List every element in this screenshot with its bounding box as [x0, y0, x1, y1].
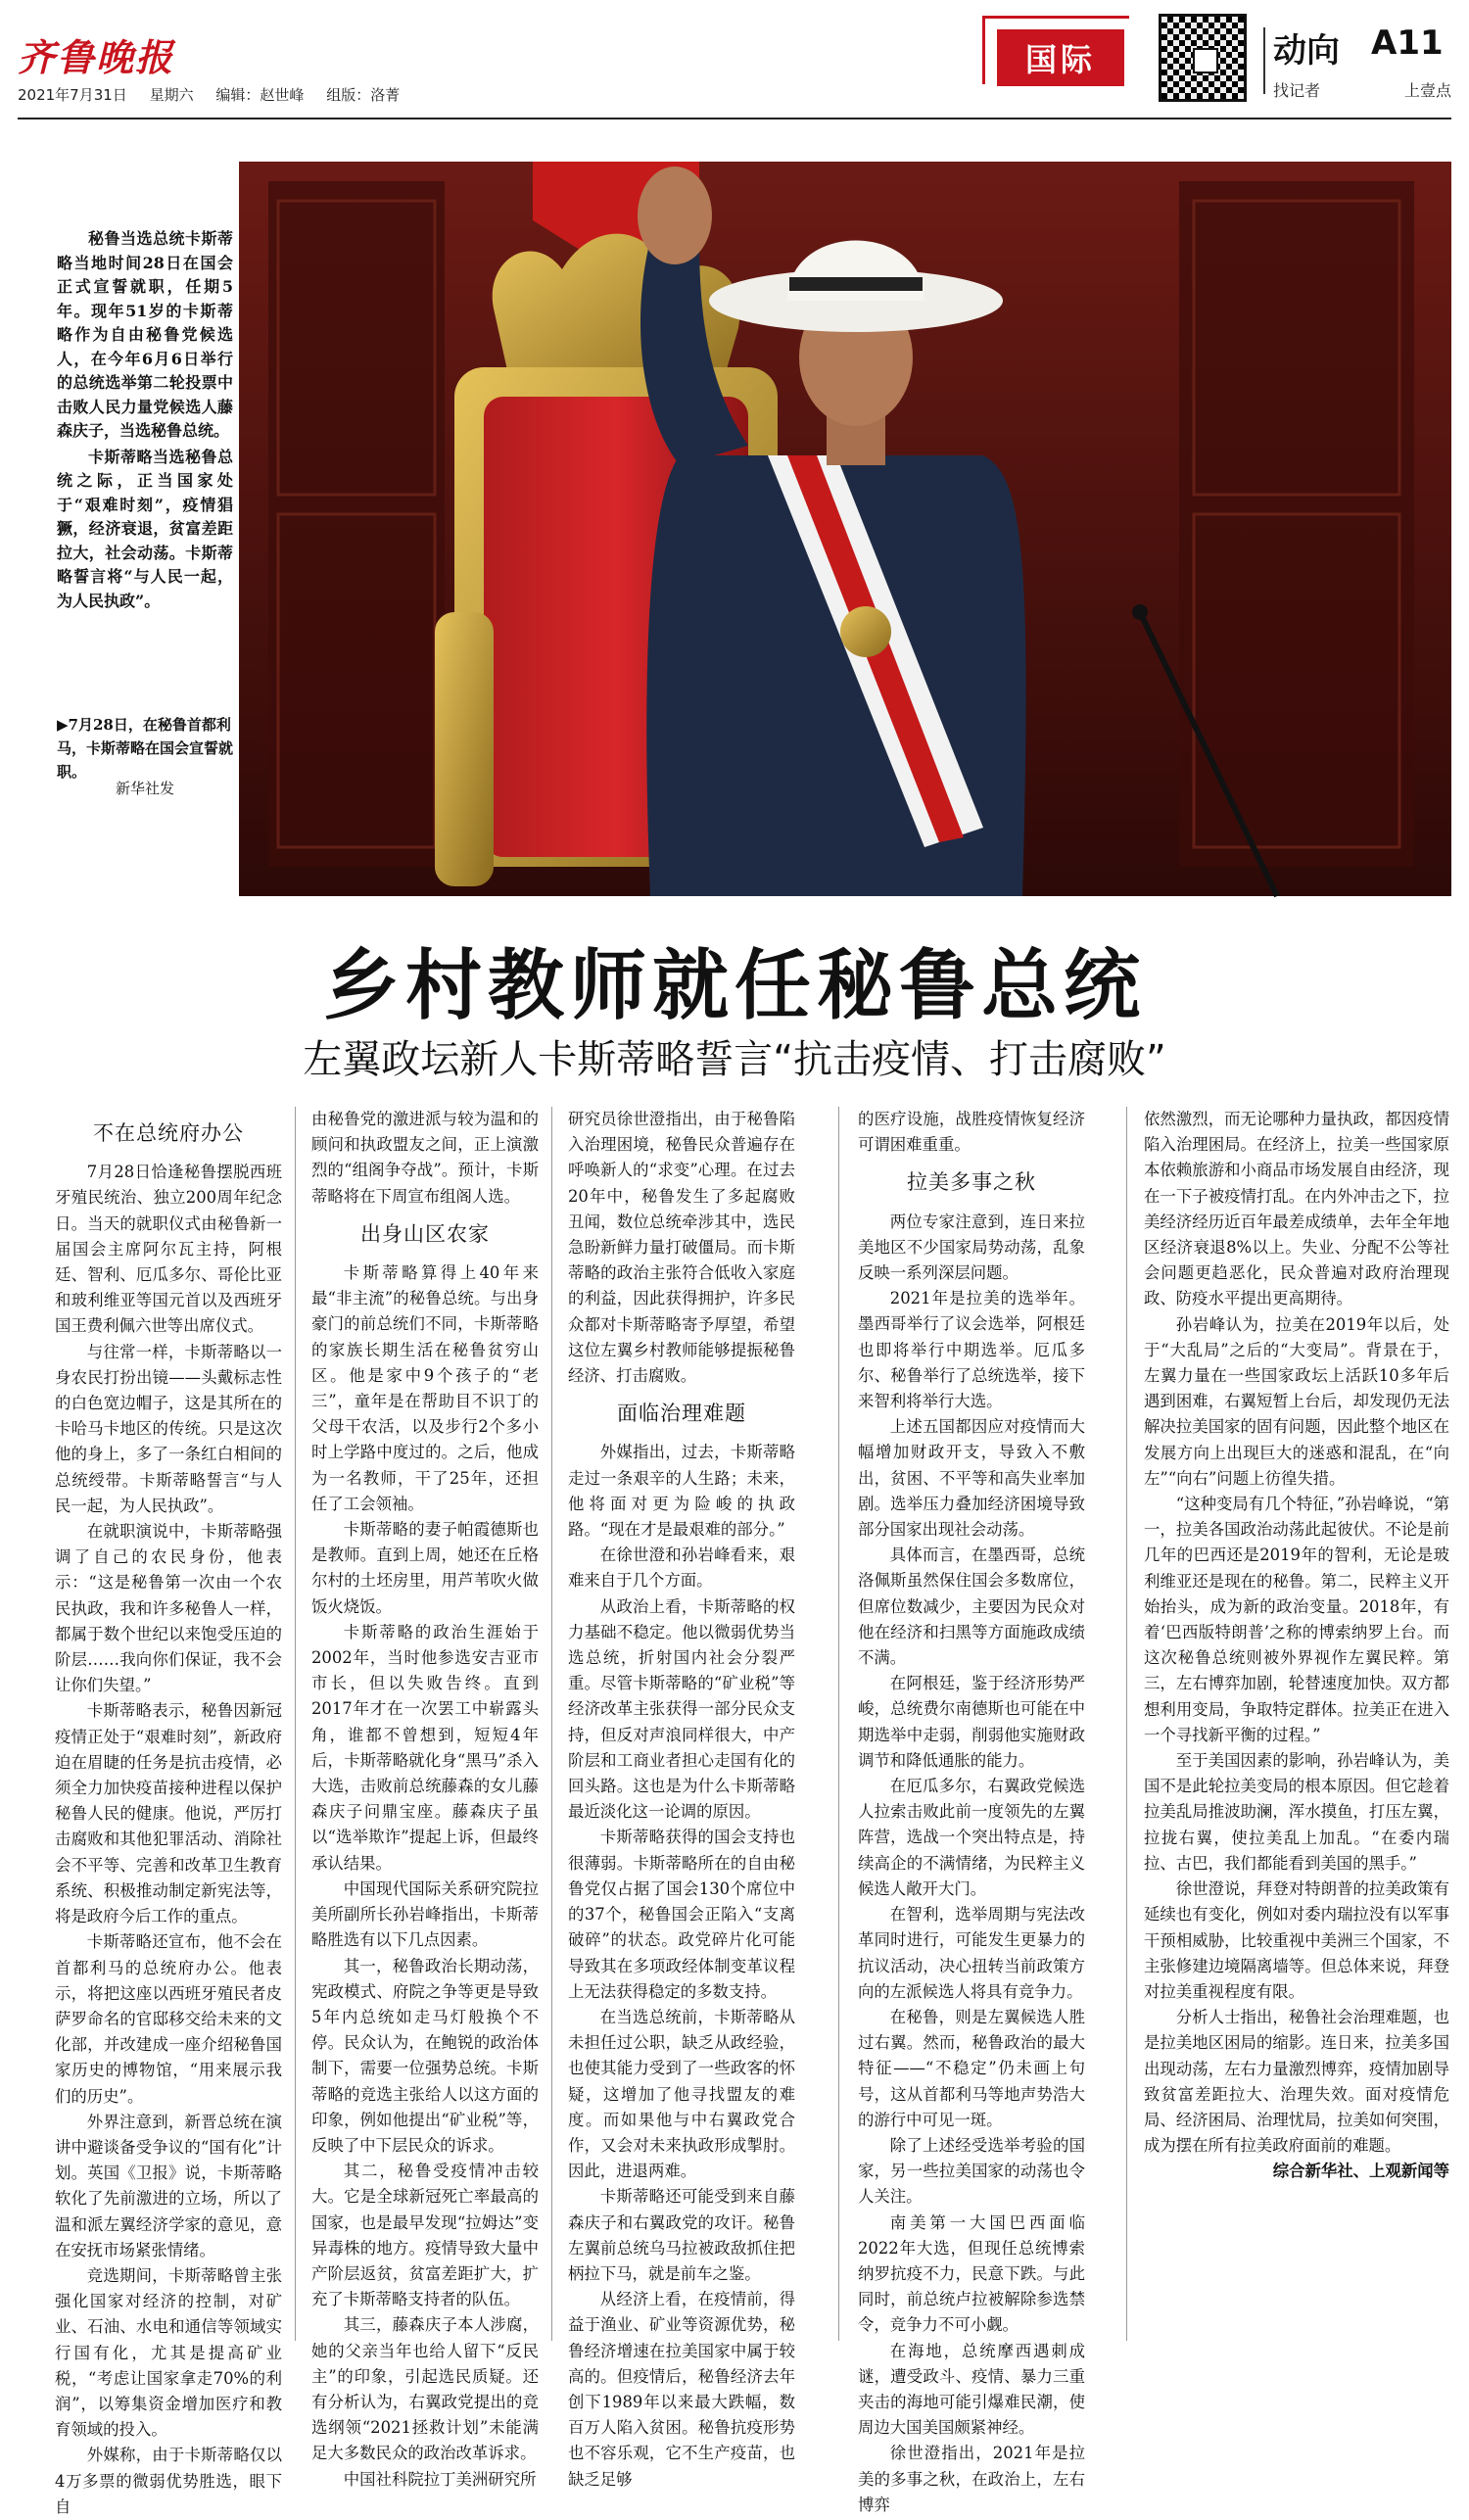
article-paragraph: 在海地，总统摩西遇刺成谜，遭受政斗、疫情、暴力三重夹击的海地可能引爆难民潮，使周边大国美国颇紧神经。: [858, 2341, 1085, 2438]
headline: 乡村教师就任秘鲁总统: [322, 942, 1146, 1030]
article-column-1: [55, 1107, 282, 2520]
article-paragraph: 其二，秘鲁受疫情冲击较大。它是全球新冠死亡率最高的国家，也是最早发现“拉姆达”变异毒株的地方。疫情导致大量中产阶层返贫，贫富差距扩大，扩充了卡斯蒂略支持者的队伍。: [311, 2162, 539, 2309]
article-paragraph: 外界注意到，新晋总统在演讲中避谈备受争议的“国有化”计划。英国《卫报》说，卡斯蒂略软化了先前激进的立场，所以了温和派左翼经济学家的意见，意在安抚市场紧张情绪。: [55, 2112, 282, 2259]
article-paragraph: 7月28日恰逢秘鲁摆脱西班牙殖民统治、独立200周年纪念日。当天的就职仪式由秘鲁新一届国会主席阿尔瓦主持，阿根廷、智利、厄瓜多尔、哥伦比亚和玻利维亚等国元首以及西班牙国王费利佩六世等出席仪式。: [55, 1163, 282, 1336]
column-rule: [295, 1107, 296, 2341]
header-rule: [18, 118, 1451, 119]
page-number: A11: [1371, 24, 1444, 63]
article-paragraph: 两位专家注意到，连日来拉美地区不少国家局势动荡，乱象反映一系列深层问题。: [858, 1212, 1085, 1283]
article-paragraph: 徐世澄指出，2021年是拉美的多事之秋，在政治上，左右博弈: [858, 2444, 1085, 2514]
newspaper-logo: 齐鲁晚报: [18, 35, 175, 79]
article-column-2: [311, 1107, 539, 2493]
article-paragraph: 在厄瓜多尔，右翼政党候选人拉索击败此前一度领先的左翼阵营，选战一个突出特点是，持续高企的不满情绪，为民粹主义候选人敞开大门。: [858, 1777, 1085, 1898]
editor-credit: 编辑：赵世峰: [215, 86, 305, 104]
column-rule: [838, 1107, 839, 2341]
article-paragraph: 卡斯蒂略表示，秘鲁因新冠疫情正处于“艰难时刻”，新政府迫在眉睫的任务是抗击疫情，必须全力加快疫苗接种进程以保护秘鲁人民的健康。他说，严厉打击腐败和其他犯罪活动、消除社会不平等、完善和改革卫生教育系统、积极推动制定新宪法等，将是政府今后工作的重点。: [55, 1701, 282, 1926]
article-paragraph: 中国社科院拉丁美洲研究所: [343, 2469, 537, 2489]
issue-weekday: 星期六: [149, 86, 194, 104]
article-paragraph: 由秘鲁党的激进派与较为温和的顾问和执政盟友之间，正上演激烈的“组阁争夺战”。预计，卡斯蒂略将在下周宣布组阁人选。: [311, 1110, 539, 1206]
article-column-5: [1144, 1107, 1449, 2185]
article-paragraph: 在当选总统前，卡斯蒂略从未担任过公职，缺乏从政经验，也使其能力受到了一些政客的怀疑，这增加了他寻找盟友的难度。而如果他与中右翼政党合作，又会对未来执政形成掣肘。因此，进退两难。: [568, 2007, 795, 2181]
qr-code-icon[interactable]: [1159, 14, 1247, 102]
article-paragraph: 在徐世澄和孙岩峰看来，艰难来自于几个方面。: [568, 1545, 795, 1591]
article-paragraph: 南美第一大国巴西面临2022年大选，但现任总统博索纳罗抗疫不力，民意下跌。与此同时，前总统卢拉被解除参选禁令，竞争力不可小觑。: [858, 2212, 1085, 2335]
article-paragraph: 卡斯蒂略还可能受到来自藤森庆子和右翼政党的攻讦。秘鲁左翼前总统乌马拉被政敌抓住把柄拉下马，就是前车之鉴。: [568, 2187, 795, 2283]
article-paragraph: 孙岩峰认为，拉美在2019年以后，处于“大乱局”之后的“大变局”。背景在于，左翼力量在一些国家政坛上活跃10多年后遇到困难，右翼短暂上台后，却发现仍无法解决拉美国家的固有问题，因此整个地区在发展方向上出现巨大的迷惑和混乱，在“向左”“向右”问题上彷徨失措。: [1144, 1314, 1449, 1488]
president-oath-photo-icon: [239, 162, 1451, 896]
article-paragraph: 在秘鲁，则是左翼候选人胜过右翼。然而，秘鲁政治的最大特征——“不稳定”仍未画上句号，这从首都利马等地声势浩大的游行中可见一斑。: [858, 2007, 1085, 2129]
article-paragraph: 在智利，选举周期与宪法改革同时进行，可能发生更暴力的抗议活动，决心扭转当前政策方向的左派候选人将具有竞争力。: [858, 1905, 1085, 2001]
column-name: 动向: [1273, 31, 1340, 71]
dateline: [18, 84, 417, 105]
column-rule: [551, 1107, 552, 2341]
article-paragraph: 卡斯蒂略的妻子帕霞德斯也是教师。直到上周，她还在丘格尔村的土坯房里，用芦苇吹火做饭火烧饭。: [311, 1520, 539, 1616]
reporter-label: 找记者: [1273, 81, 1321, 100]
column-rule: [1126, 1107, 1127, 2341]
article-paragraph: 外媒指出，过去，卡斯蒂略走过一条艰辛的人生路；未来，他将面对更为险峻的执政路。“现在才是最艰难的部分。”: [568, 1443, 795, 1540]
header-divider: [1263, 27, 1265, 94]
masthead: [0, 0, 1469, 137]
section-heading: 不在总统府办公: [93, 1121, 244, 1145]
article-paragraph: 至于美国因素的影响，孙岩峰认为，美国不是此轮拉美变局的根本原因。但它趁着拉美乱局推波助澜，浑水摸鱼，打压左翼，拉拢右翼，使拉美乱上加乱。“在委内瑞拉、古巴，我们都能看到美国的黑手。”: [1144, 1751, 1449, 1873]
article-paragraph: 在就职演说中，卡斯蒂略强调了自己的农民身份，他表示：“这是秘鲁第一次由一个农民执政，我和许多秘鲁人一样，都属于数个世纪以来饱受压迫的阶层……我向你们保证，我不会让你们失望。”: [55, 1522, 282, 1695]
article-column-3: [568, 1107, 795, 2493]
subheadline: 左翼政坛新人卡斯蒂略誓言“抗击疫情、打击腐败”: [303, 1037, 1166, 1082]
article-paragraph: 2021年是拉美的选举年。墨西哥举行了议会选举，阿根廷也即将举行中期选举。厄瓜多尔、秘鲁举行了总统选举，接下来智利将举行大选。: [858, 1289, 1085, 1411]
section-heading: 出身山区农家: [360, 1221, 490, 1246]
article-paragraph: 的医疗设施，战胜疫情恢复经济可谓困难重重。: [858, 1110, 1085, 1155]
article-paragraph: 外媒称，由于卡斯蒂略仅以4万多票的微弱优势胜选，眼下自: [55, 2446, 282, 2516]
reporter-contact: [1273, 78, 1451, 101]
article-source: 综合新华社、上观新闻等: [1272, 2162, 1449, 2181]
caption-paragraph: 卡斯蒂略当选秘鲁总统之际，正当国家处于“艰难时刻”，疫情猖獗，经济衰退，贫富差距拉大，社会动荡。卡斯蒂略誓言将“与人民一起，为人民执政”。: [57, 447, 233, 610]
layout-credit: 组版：洛菁: [326, 86, 401, 104]
article-paragraph: 其三，藤森庆子本人涉腐，她的父亲当年也给人留下“反民主”的印象，引起选民质疑。还有分析认为，右翼政党提出的竞选纲领“2021拯救计划”未能满足大多数民众的政治改革诉求。: [311, 2315, 539, 2463]
article-paragraph: “这种变局有几个特征，”孙岩峰说，“第一，拉美各国政治动荡此起彼伏。不论是前几年的巴西还是2019年的智利，无论是玻利维亚还是现在的秘鲁。第二，民粹主义开始抬头，成为新的政治变量。2018年，有着‘巴西版特朗普’之称的博索纳罗上台。而这次秘鲁总统则被外界视作左翼民粹。第三，左右博弈加剧，轮替速度加快。双方都想利用变局，争取特定群体。拉美正在进入一个寻找新平衡的过程。”: [1144, 1495, 1449, 1744]
photo-credit: 新华社发: [116, 780, 175, 797]
article-paragraph: 研究员徐世澄指出，由于秘鲁陷入治理困境，秘鲁民众普遍存在呼唤新人的“求变”心理。在过去20年中，秘鲁发生了多起腐败丑闻，数位总统牵涉其中，选民急盼新鲜力量打破僵局。而卡斯蒂略的政治主张符合低收入家庭的利益，因此获得拥护，许多民众都对卡斯蒂略寄予厚望，希望这位左翼乡村教师能够提振秘鲁经济、打击腐败。: [568, 1110, 795, 1386]
article-paragraph: 卡斯蒂略的政治生涯始于2002年，当时他参选安吉亚市市长，但以失败告终。直到2017年才在一次罢工中崭露头角，谁都不曾想到，短短4年后，卡斯蒂略就化身“黑马”杀入大选，击败前总统藤森的女儿藤森庆子问鼎宝座。藤森庆子虽以“选举欺诈”提起上诉，但最终承认结果。: [311, 1622, 539, 1873]
photo-caption: ▶7月28日，在秘鲁首都利马，卡斯蒂略在国会宣誓就职。: [57, 716, 234, 781]
article-paragraph: 卡斯蒂略获得的国会支持也很薄弱。卡斯蒂略所在的自由秘鲁党仅占据了国会130个席位中的37个，秘鲁国会正陷入“支离破碎”的状态。政党碎片化可能导致其在多项政经体制变革议程上无法获得稳定的多数支持。: [568, 1828, 795, 2001]
section-heading: 拉美多事之秋: [907, 1170, 1036, 1195]
article-paragraph: 卡斯蒂略算得上40年来最“非主流”的秘鲁总统。与出身豪门的前总统们不同，卡斯蒂略的家族长期生活在秘鲁贫穷山区。他是家中9个孩子的“老三”，童年是在帮助目不识丁的父母干农活，以及步行2个多小时上学路中度过的。之后，他成为一名教师，干了25年，还担任了工会领袖。: [311, 1263, 539, 1513]
article-paragraph: 竞选期间，卡斯蒂略曾主张强化国家对经济的控制，对矿业、石油、水电和通信等领域实行国有化，尤其是提高矿业税，“考虑让国家拿走70%的利润”，以筹集资金增加医疗和教育领域的投入。: [55, 2265, 282, 2440]
article-paragraph: 中国现代国际关系研究院拉美所副所长孙岩峰指出，卡斯蒂略胜选有以下几点因素。: [311, 1878, 539, 1950]
reporter-app: 上壹点: [1403, 81, 1451, 100]
article-paragraph: 卡斯蒂略还宣布，他不会在首都利马的总统府办公。他表示，将把这座以西班牙殖民者皮萨罗命名的官邸移交给未来的文化部，并改建成一座介绍秘鲁国家历史的博物馆，“用来展示我们的历史”。: [55, 1932, 282, 2106]
article-paragraph: 上述五国都因应对疫情而大幅增加财政开支，导致入不敷出，贫困、不平等和高失业率加剧。选举压力叠加经济困境导致部分国家出现社会动荡。: [858, 1417, 1085, 1540]
lead-caption: [57, 227, 233, 615]
article-paragraph: 从政治上看，卡斯蒂略的权力基础不稳定。他以微弱优势当选总统，折射国内社会分裂严重。尽管卡斯蒂略的“矿业税”等经济改革主张获得一部分民众支持，但反对声浪同样很大，中产阶层和工商业者担心走国有化的回头路。这也是为什么卡斯蒂略最近淡化这一论调的原因。: [568, 1596, 795, 1822]
caption-paragraph: 秘鲁当选总统卡斯蒂略当地时间28日在国会正式宣誓就职，任期5年。现年51岁的卡斯蒂略作为自由秘鲁党候选人，在今年6月6日举行的总统选举第二轮投票中击败人民力量党候选人藤森庆子，当选秘鲁总统。: [57, 229, 233, 440]
article-column-4: [858, 1107, 1085, 2518]
article-paragraph: 其一，秘鲁政治长期动荡，宪政模式、府院之争等更是导致5年内总统如走马灯般换个不停。民众认为，在鲍锐的政治体制下，需要一位强势总统。卡斯蒂略的竞选主张给人以这方面的印象，例如他提出“矿业税”等，反映了中下层民众的诉求。: [311, 1956, 539, 2155]
article-paragraph: 与往常一样，卡斯蒂略以一身农民打扮出镜——头戴标志性的白色宽边帽子，这是其所在的卡哈马卡地区的传统。只是这次他的身上，多了一条红白相间的总统绶带。卡斯蒂略誓言“与人民一起，为人民执政”。: [55, 1342, 282, 1515]
section-tag: 国际: [997, 29, 1124, 86]
article-paragraph: 具体而言，在墨西哥，总统洛佩斯虽然保住国会多数席位，但席位数减少，主要因为民众对他在经济和扫黑等方面施政成绩不满。: [858, 1545, 1085, 1668]
article-paragraph: 除了上述经受选举考验的国家，另一些拉美国家的动荡也令人关注。: [858, 2135, 1085, 2207]
article-paragraph: 分析人士指出，秘鲁社会治理难题，也是拉美地区困局的缩影。连日来，拉美多国出现动荡，左右力量激烈博弈，疫情加剧导致贫富差距拉大、治理失效。面对疫情危局、经济困局、治理忧局，拉美如何突围，成为摆在所有拉美政府面前的难题。: [1144, 2008, 1449, 2156]
news-photo: [239, 162, 1451, 896]
article-paragraph: 从经济上看，在疫情前，得益于渔业、矿业等资源优势，秘鲁经济增速在拉美国家中属于较高的。但疫情后，秘鲁经济去年创下1989年以来最大跌幅，数百万人陷入贫困。秘鲁抗疫形势也不容乐观，它不生产疫苗，也缺乏足够: [568, 2290, 795, 2489]
section-heading: 面临治理难题: [617, 1402, 746, 1426]
article-paragraph: 依然激烈，而无论哪种力量执政，都因疫情陷入治理困局。在经济上，拉美一些国家原本依赖旅游和小商品市场发展自由经济，现在一下子被疫情打乱。在内外冲击之下，拉美经济经历近百年最差成绩单，去年全年地区经济衰退8%以上。失业、分配不公等社会问题更趋恶化，民众普遍对政府治理现政、防疫水平提出更高期待。: [1144, 1110, 1449, 1308]
issue-date: 2021年7月31日: [18, 86, 127, 104]
article-paragraph: 在阿根廷，鉴于经济形势严峻，总统费尔南德斯也可能在中期选举中走弱，削弱他实施财政调节和降低通胀的能力。: [858, 1674, 1085, 1770]
article-paragraph: 徐世澄说，拜登对特朗普的拉美政策有延续也有变化，例如对委内瑞拉没有以军事干预相威胁，比较重视中美洲三个国家，不主张修建边境隔离墙等。但总体来说，拜登对拉美重视程度有限。: [1144, 1879, 1449, 2001]
